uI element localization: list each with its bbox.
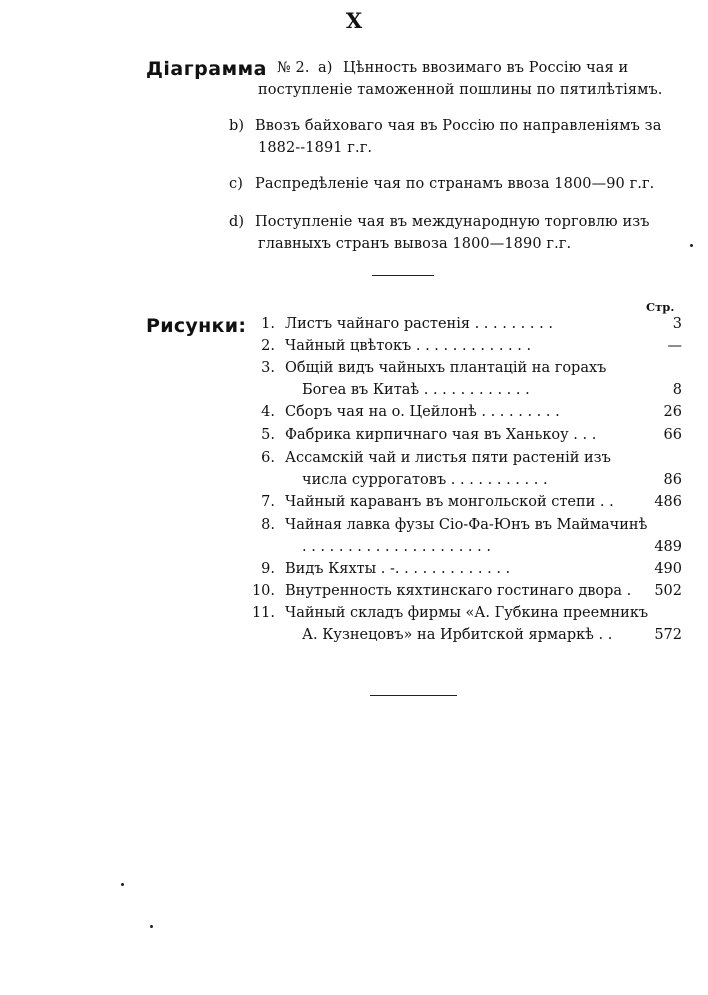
- diagram-b-mark: b): [229, 118, 245, 134]
- figure-number: 5.: [261, 427, 275, 443]
- diagram-a-line1: Цѣнность ввозимаго въ Россію чая и: [343, 60, 629, 76]
- figure-title-continued: А. Кузнецовъ» на Ирбитской ярмаркѣ . .: [302, 627, 613, 643]
- figure-title: Чайный цвѣтокъ . . . . . . . . . . . . .: [285, 338, 532, 354]
- diagram-number: № 2.: [277, 60, 310, 76]
- figure-title-continued: . . . . . . . . . . . . . . . . . . . . .: [302, 539, 491, 555]
- figure-title: Видъ Кяхты . -. . . . . . . . . . . . .: [285, 561, 511, 577]
- figure-page: 86: [663, 472, 682, 488]
- figure-title: Общій видъ чайныхъ плантацій на горахъ: [285, 360, 607, 376]
- figure-title: Листъ чайнаго растенія . . . . . . . . .: [285, 316, 553, 332]
- diagram-a-mark: a): [318, 60, 333, 76]
- figure-number: 3.: [261, 360, 275, 376]
- figure-row: [0, 338, 708, 360]
- figure-row: [0, 583, 708, 605]
- figure-number: 9.: [261, 561, 275, 577]
- figure-number: 7.: [261, 494, 275, 510]
- scan-speck: [150, 925, 153, 928]
- figure-page: 489: [654, 539, 682, 555]
- scan-speck: [690, 244, 693, 247]
- diagram-a-line2: поступленіе таможенной пошлины по пятилѣтіямъ.: [258, 82, 663, 98]
- page-column-header: Стр.: [646, 300, 675, 314]
- diagram-d-line2: главныхъ странъ вывоза 1800—1890 г.г.: [258, 236, 572, 252]
- figure-row: [0, 494, 708, 516]
- divider-top: [372, 275, 434, 276]
- diagram-d-line1: Поступленіе чая въ международную торговлю изъ: [255, 214, 650, 230]
- figure-number: 1.: [261, 316, 275, 332]
- figure-number: 2.: [261, 338, 275, 354]
- figure-title: Ассамскій чай и листья пяти растеній изъ: [285, 450, 611, 466]
- scan-speck: [121, 883, 124, 886]
- diagram-d-mark: d): [229, 214, 245, 230]
- figure-title: Чайный складъ фирмы «А. Губкина преемникъ: [285, 605, 649, 621]
- diagram-c-line1: Распредѣленіе чая по странамъ ввоза 1800—90 г.г.: [255, 176, 655, 192]
- figures-label: Рисунки:: [146, 315, 247, 337]
- figure-title-continued: Богеа въ Китаѣ . . . . . . . . . . . .: [302, 382, 530, 398]
- figure-row-continued: [0, 539, 708, 561]
- diagram-b-line1: Ввозъ байховаго чая въ Россію по направленіямъ за: [255, 118, 662, 134]
- figure-number: 4.: [261, 404, 275, 420]
- figure-page: —: [667, 338, 682, 354]
- figure-number: 10.: [251, 583, 275, 599]
- diagram-c-mark: c): [229, 176, 243, 192]
- figure-row: [0, 605, 708, 627]
- figure-page: 502: [654, 583, 682, 599]
- divider-bottom: [370, 695, 457, 696]
- figure-page: 490: [654, 561, 682, 577]
- figure-page: 486: [654, 494, 682, 510]
- figure-row: [0, 517, 708, 539]
- figure-page: 572: [654, 627, 682, 643]
- figure-row: [0, 404, 708, 426]
- figure-page: 66: [663, 427, 682, 443]
- diagram-b-line2: 1882--1891 г.г.: [258, 140, 373, 156]
- figure-title: Чайный караванъ въ монгольской степи . .: [285, 494, 614, 510]
- figure-row: [0, 316, 708, 338]
- figure-row-continued: [0, 472, 708, 494]
- figure-page: 26: [663, 404, 682, 420]
- figure-page: 8: [672, 382, 682, 398]
- figure-row-continued: [0, 382, 708, 404]
- figure-title: Фабрика кирпичнаго чая въ Ханькоу . . .: [285, 427, 597, 443]
- figure-row: [0, 360, 708, 382]
- page-number: X: [345, 8, 363, 33]
- diagrams-label: Діаграмма: [146, 58, 267, 80]
- figure-row-continued: [0, 627, 708, 649]
- figure-number: 6.: [261, 450, 275, 466]
- figure-title: Сборъ чая на о. Цейлонѣ . . . . . . . . .: [285, 404, 560, 420]
- figure-number: 11.: [251, 605, 275, 621]
- figure-title-continued: числа суррогатовъ . . . . . . . . . . .: [302, 472, 548, 488]
- figure-number: 8.: [261, 517, 275, 533]
- figure-row: [0, 427, 708, 449]
- figure-title: Внутренность кяхтинскаго гостинаго двора .: [285, 583, 632, 599]
- figure-row: [0, 561, 708, 583]
- figure-page: 3: [672, 316, 682, 332]
- figure-title: Чайная лавка фузы Сіо-Фа-Юнъ въ Маймачинѣ: [285, 517, 648, 533]
- figure-row: [0, 450, 708, 472]
